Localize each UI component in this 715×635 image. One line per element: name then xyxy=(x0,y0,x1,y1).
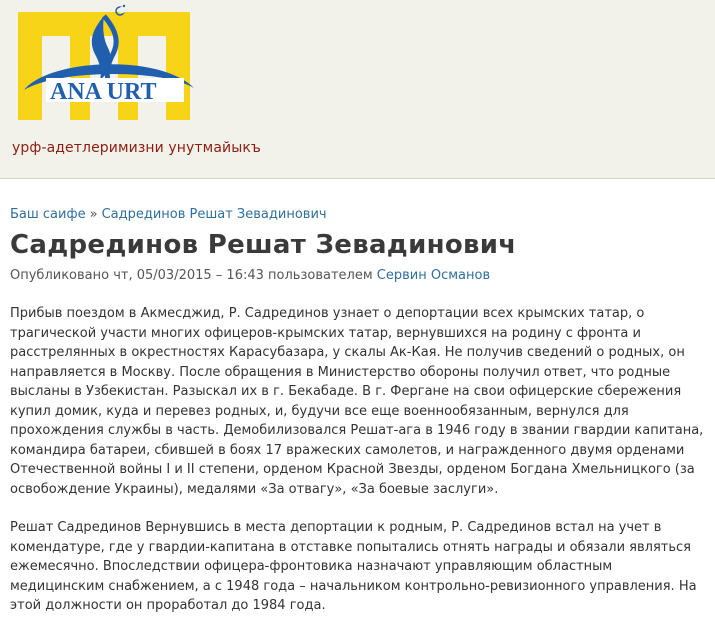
article-body xyxy=(10,304,706,635)
page-title: Садрединов Решат Зевадинович xyxy=(10,230,517,260)
article-paragraph: Решат Садрединов Вернувшись в места депортации к родным, Р. Садрединов встал на учет в комендатуре, где у гвардии-капитана в отставке попытались отнять награды и обязали являться ежемесячно. Впоследствии офицера-фронтовика назначают управляющим областным медицинским снабжением, а с 1948 года – начальником контрольно-ревизионного управления. На этой должности он проработал до 1984 года. xyxy=(10,520,697,613)
site-header xyxy=(0,0,715,179)
meta-published: Опубликовано чт, 05/03/2015 – 16:43 пользователем xyxy=(10,268,373,283)
article-meta xyxy=(10,268,490,283)
breadcrumb-home-link[interactable]: Баш саифе xyxy=(10,207,86,222)
site-slogan: урф-адетлеримизни унутмайыкъ xyxy=(12,140,261,156)
ana-urt-logo xyxy=(10,2,200,130)
logo-text: ANA URT xyxy=(50,79,157,105)
breadcrumb-separator: » xyxy=(89,207,98,222)
breadcrumb-current-link[interactable]: Садрединов Решат Зевадинович xyxy=(101,207,327,222)
breadcrumb xyxy=(10,207,327,222)
article-paragraph: Прибыв поездом в Акмесджид, Р. Садрединов узнает о депортации всех крымских татар, о трагической участи многих офицеров-крымских татар, вернувшихся на родину с фронта и расстрелянных в окрестностях Карасубазара, у скалы Ак-Кая. Не получив сведений о родных, он направляется в Москву. После обращения в Министерство обороны получил ответ, что родные высланы в Узбекистан. Разыскал их в г. Бекабаде. В г. Фергане на свои офицерские сбережения купил домик, куда и перевез родных, и, будучи все еще военнообязанным, вернулся для прохождения службы в часть. Демобилизовался Решат-ага в 1946 году в звании гвардии капитана, командира батареи, сбившей в боях 17 вражеских самолетов, и награжденного двумя орденами Отечественной войны I и II степени, орденом Красной Звезды, орденом Богдана Хмельницкого (за освобождение Украины), медалями «За отвагу», «За боевые заслуги». xyxy=(10,306,704,497)
author-link[interactable]: Сервин Османов xyxy=(376,268,491,283)
